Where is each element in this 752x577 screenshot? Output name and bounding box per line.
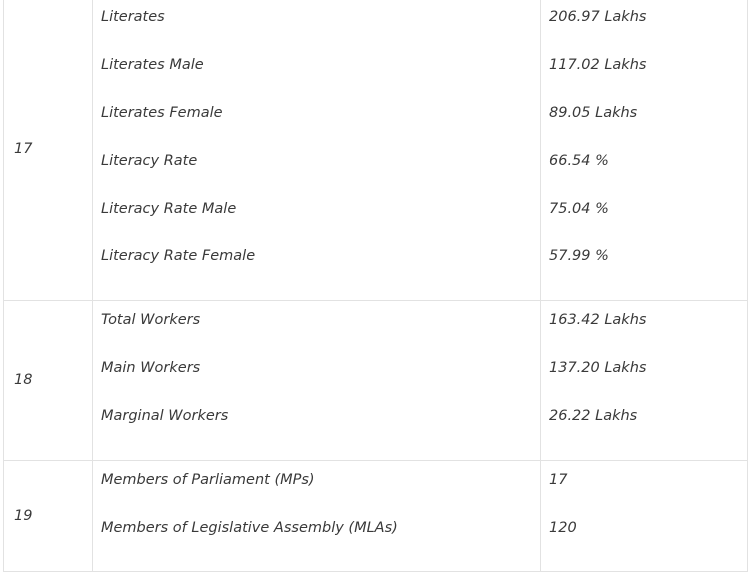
row-number: 19	[14, 508, 33, 524]
column-divider	[540, 461, 541, 572]
row-label: Members of Parliament (MPs)	[101, 472, 315, 488]
row-label: Literates	[101, 9, 165, 25]
table-row	[4, 461, 747, 572]
row-label: Members of Legislative Assembly (MLAs)	[101, 520, 398, 536]
table-row	[4, 0, 747, 301]
column-divider	[540, 301, 541, 460]
row-label: Literacy Rate Female	[101, 248, 256, 264]
row-label: Literates Male	[101, 57, 204, 73]
data-table	[3, 0, 748, 572]
row-label: Literacy Rate	[101, 153, 198, 169]
row-label: Literacy Rate Male	[101, 201, 237, 217]
column-divider	[92, 301, 93, 460]
row-value: 206.97 Lakhs	[549, 9, 647, 25]
row-value: 117.02 Lakhs	[549, 57, 647, 73]
row-number: 18	[14, 372, 33, 388]
row-label: Main Workers	[101, 360, 201, 376]
row-value: 66.54 %	[549, 153, 609, 169]
row-value: 120	[549, 520, 577, 536]
row-value: 89.05 Lakhs	[549, 105, 638, 121]
row-label: Total Workers	[101, 312, 201, 328]
table-row	[4, 301, 747, 461]
row-value: 163.42 Lakhs	[549, 312, 647, 328]
row-number: 17	[14, 141, 33, 157]
row-value: 75.04 %	[549, 201, 609, 217]
column-divider	[540, 0, 541, 300]
row-label: Marginal Workers	[101, 408, 229, 424]
column-divider	[92, 0, 93, 300]
row-value: 26.22 Lakhs	[549, 408, 638, 424]
row-value: 57.99 %	[549, 248, 609, 264]
row-label: Literates Female	[101, 105, 223, 121]
row-value: 17	[549, 472, 568, 488]
row-value: 137.20 Lakhs	[549, 360, 647, 376]
column-divider	[92, 461, 93, 572]
